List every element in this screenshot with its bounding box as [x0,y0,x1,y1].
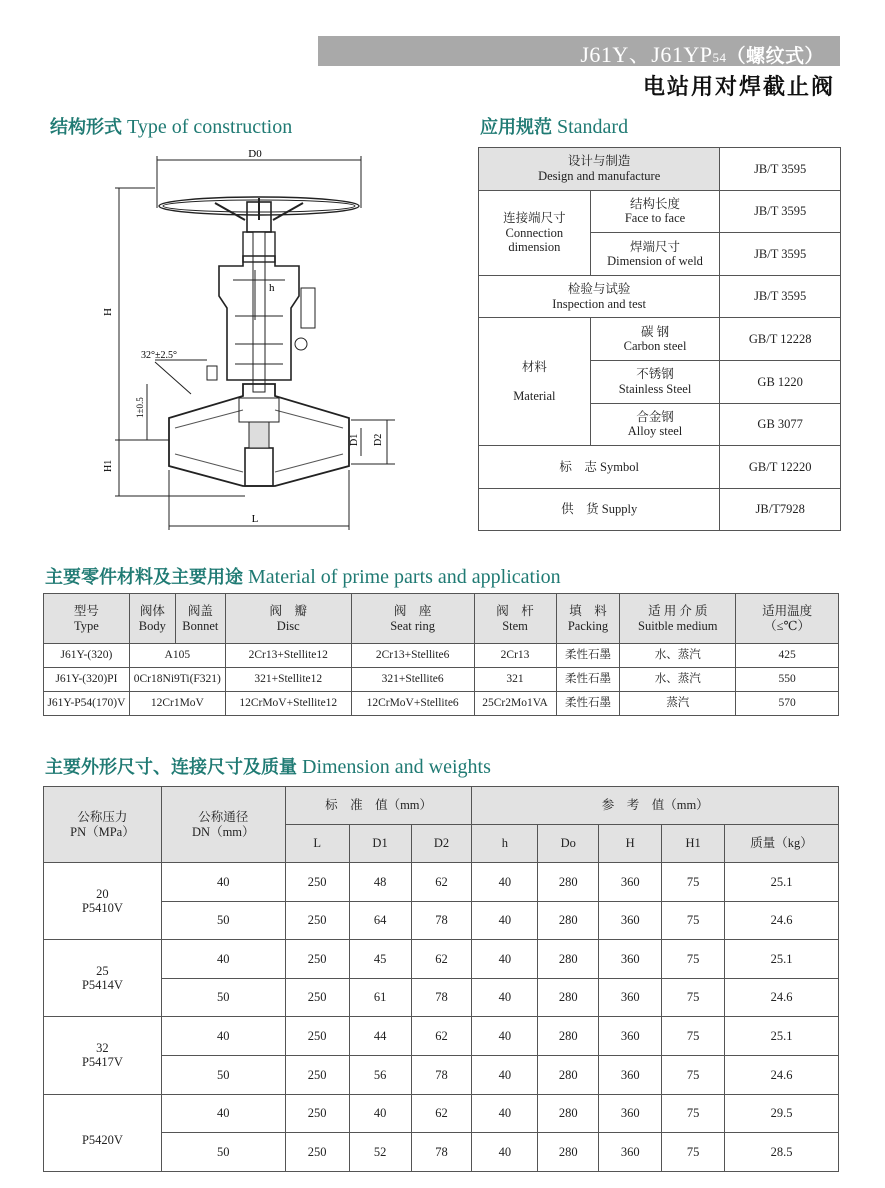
cell-do: 280 [538,1133,599,1172]
material-cell [479,318,591,446]
cell-do: 280 [538,1094,599,1133]
cell-h-big: 360 [599,940,662,979]
weld-zh: 焊端尺寸 [630,239,681,254]
model-main: J61Y、J61YP [580,42,713,67]
col-header-temp [736,594,839,644]
connection-en1: Connection [505,225,564,240]
header-en: Suitble medium [638,618,718,633]
col-header-d2: D2 [411,825,472,863]
cell-h1: 75 [662,1055,725,1094]
supply-cell: 供 货 Supply [479,488,720,531]
connection-zh: 连接端尺寸 [503,211,566,226]
cell-h1: 75 [662,1094,725,1133]
table-row [44,901,839,940]
cell-h-big: 360 [599,1094,662,1133]
material-title [45,563,561,589]
cell-disc: 2Cr13+Stellite12 [225,644,351,668]
cell-l: 250 [285,1094,349,1133]
header-en: Disc [276,618,300,633]
cell-pn [44,940,162,1017]
col-header-d1: D1 [349,825,411,863]
header-en: Packing [567,618,609,633]
grade-value: P5410V [81,901,123,916]
header-en: Type [74,618,99,633]
col-header-do: Do [538,825,599,863]
pn-value: 20 [96,886,109,901]
cell-l: 250 [285,863,349,902]
col-header-bonnet [175,594,225,644]
table-row [479,275,841,318]
cell-do: 280 [538,940,599,979]
cell-medium: 蒸汽 [620,692,736,716]
cell-h: 40 [472,863,538,902]
alloy-cell [590,403,720,446]
cell-d2: 78 [411,1055,472,1094]
table-row [44,940,839,979]
header-en: （≤℃） [764,618,810,633]
inspection-value: JB/T 3595 [720,275,841,318]
cell-h-big: 360 [599,901,662,940]
face-zh: 结构长度 [630,197,681,212]
cell-do: 280 [538,978,599,1017]
label-d0: D0 [248,148,262,160]
table-row [44,1094,839,1133]
cell-h-big: 360 [599,978,662,1017]
header-en: Stem [502,618,528,633]
cell-h1: 75 [662,1017,725,1056]
design-en: Design and manufacture [538,168,661,183]
connection-en2: dimension [508,239,561,254]
cell-d1: 64 [349,901,411,940]
cell-pn [44,863,162,940]
cell-l: 250 [285,940,349,979]
col-header-disc [225,594,351,644]
standard-table [478,147,841,531]
inspection-cell [479,275,720,318]
cell-dn: 40 [161,940,285,979]
cell-disc: 321+Stellite12 [225,668,351,692]
cell-l: 250 [285,978,349,1017]
dn-en: DN（mm） [192,824,255,839]
cell-type: J61Y-(320) [44,644,130,668]
dimension-title [45,753,491,779]
table-row [479,148,841,191]
cell-dn: 40 [161,1094,285,1133]
design-zh: 设计与制造 [567,154,631,169]
cell-type: J61Y-(320)PI [44,668,130,692]
ref-group-header: 参 考 值（mm） [472,787,839,825]
design-value: JB/T 3595 [720,148,841,191]
cell-dn: 40 [161,863,285,902]
table-row [44,692,839,716]
cell-do: 280 [538,1017,599,1056]
cell-h: 40 [472,1055,538,1094]
col-header-l: L [285,825,349,863]
grade-value: P5420V [81,1132,123,1147]
table-row [479,318,841,361]
table-row [44,668,839,692]
col-header-type [44,594,130,644]
pn-en: PN（MPa） [70,824,135,839]
inspection-zh: 检验与试验 [567,282,631,297]
cell-d2: 62 [411,940,472,979]
cell-stem: 321 [474,668,556,692]
pn-value: 25 [96,963,109,978]
header-zh: 型号 [73,604,99,619]
dimension-table [43,786,839,1172]
cell-h-big: 360 [599,1017,662,1056]
cell-h-big: 360 [599,1055,662,1094]
standard-title-en: Standard [557,116,629,138]
cell-medium: 水、蒸汽 [620,644,736,668]
construction-title-zh: 结构形式 [50,117,122,138]
cell-weight: 25.1 [725,1017,839,1056]
label-angle: 32°±2.5° [141,350,177,361]
table-row [44,863,839,902]
cell-dn: 50 [161,978,285,1017]
inspection-en: Inspection and test [552,296,647,311]
cell-l: 250 [285,1055,349,1094]
table-header-row [44,787,839,825]
col-header-body [129,594,175,644]
col-header-dn [161,787,285,863]
std-group-header: 标 准 值（mm） [285,787,472,825]
header-en: Body [138,618,166,633]
cell-stem: 25Cr2Mo1VA [474,692,556,716]
cell-h-big: 360 [599,863,662,902]
dimension-title-zh: 主要外形尺寸、连接尺寸及质量 [45,757,297,778]
table-header-row [44,594,839,644]
header-zh: 填 料 [569,604,607,619]
cell-d1: 45 [349,940,411,979]
header-zh: 适用温度 [762,604,813,619]
col-header-seat [351,594,474,644]
cell-do: 280 [538,1055,599,1094]
material-title-zh: 主要零件材料及主要用途 [45,567,243,588]
cell-weight: 24.6 [725,978,839,1017]
cell-l: 250 [285,1133,349,1172]
cell-d1: 48 [349,863,411,902]
cell-l: 250 [285,1017,349,1056]
dn-zh: 公称通径 [198,810,249,825]
face-value: JB/T 3595 [720,190,841,233]
stainless-cell [590,360,720,403]
cell-weight: 25.1 [725,940,839,979]
col-header-weight: 质量（kg） [725,825,839,863]
dimension-body [44,863,839,1172]
cell-h: 40 [472,1133,538,1172]
cell-temp: 550 [736,668,839,692]
cell-dn: 50 [161,1133,285,1172]
cell-d1: 44 [349,1017,411,1056]
alloy-en: Alloy steel [627,424,683,439]
cell-d2: 78 [411,1133,472,1172]
cell-h: 40 [472,1094,538,1133]
carbon-cell [590,318,720,361]
model-suffix: （螺纹式） [726,45,824,67]
material-table [43,593,839,716]
model-sub: 54 [712,50,727,65]
header-bar [318,36,840,66]
label-h-big: H [102,308,114,316]
carbon-value: GB/T 12228 [720,318,841,361]
cell-weight: 25.1 [725,863,839,902]
cell-pn [44,1017,162,1094]
cell-do: 280 [538,863,599,902]
stainless-en: Stainless Steel [618,381,692,396]
header-en: Bonnet [182,618,219,633]
header-en: Seat ring [390,618,436,633]
alloy-zh: 合金钢 [636,409,674,424]
cell-h1: 75 [662,978,725,1017]
model-title [580,38,824,69]
cell-body-bonnet: 12Cr1MoV [129,692,225,716]
cell-disc: 12CrMoV+Stellite12 [225,692,351,716]
supply-value: JB/T7928 [720,488,841,531]
material-title-en: Material of prime parts and application [248,566,561,588]
col-header-pn [44,787,162,863]
valve-construction-drawing [95,148,415,540]
cell-h: 40 [472,978,538,1017]
label-h1: H1 [103,459,114,472]
construction-title-en: Type of construction [127,116,293,138]
table-row [44,1133,839,1172]
cell-d1: 52 [349,1133,411,1172]
col-header-h-big: H [599,825,662,863]
col-header-h: h [472,825,538,863]
cell-packing: 柔性石墨 [556,668,620,692]
table-row [44,978,839,1017]
symbol-cell: 标 志 Symbol [479,446,720,489]
cell-seat: 2Cr13+Stellite6 [351,644,474,668]
cell-l: 250 [285,901,349,940]
cell-body-bonnet: A105 [129,644,225,668]
carbon-en: Carbon steel [623,339,687,354]
cell-h: 40 [472,940,538,979]
weld-cell [590,233,720,276]
cell-h: 40 [472,901,538,940]
symbol-value: GB/T 12220 [720,446,841,489]
cell-weight: 24.6 [725,1055,839,1094]
cell-h1: 75 [662,1133,725,1172]
construction-title [50,113,292,139]
face-en: Face to face [624,211,686,226]
col-header-h1: H1 [662,825,725,863]
col-header-packing [556,594,620,644]
cell-weight: 29.5 [725,1094,839,1133]
material-en: Material [513,388,556,403]
cell-h1: 75 [662,863,725,902]
header-zh: 阀体 [139,604,165,619]
product-subtitle: 电站用对焊截止阀 [642,75,835,100]
cell-weight: 24.6 [725,901,839,940]
header-zh: 阀 座 [393,604,432,619]
cell-dn: 40 [161,1017,285,1056]
table-row [44,1055,839,1094]
cell-h: 40 [472,1017,538,1056]
standard-title-zh: 应用规范 [480,117,552,138]
cell-d1: 61 [349,978,411,1017]
header-zh: 阀 杆 [496,604,534,619]
pn-value: 32 [96,1041,109,1056]
header-zh: 适 用 介 质 [648,604,708,619]
cell-stem: 2Cr13 [474,644,556,668]
pn-zh: 公称压力 [77,810,128,825]
cell-weight: 28.5 [725,1133,839,1172]
cell-do: 280 [538,901,599,940]
label-tol: 1±0.5 [135,397,145,418]
cell-d1: 40 [349,1094,411,1133]
table-row [44,644,839,668]
face-cell [590,190,720,233]
carbon-zh: 碳 钢 [640,324,670,339]
cell-pn [44,1094,162,1171]
grade-value: P5414V [81,978,123,993]
cell-d2: 62 [411,863,472,902]
cell-packing: 柔性石墨 [556,644,620,668]
connection-cell [479,190,591,275]
table-row [479,488,841,531]
dimension-title-en: Dimension and weights [302,756,491,778]
header-zh: 阀盖 [187,604,213,619]
cell-d2: 78 [411,901,472,940]
cell-dn: 50 [161,1055,285,1094]
cell-medium: 水、蒸汽 [620,668,736,692]
col-header-stem [474,594,556,644]
table-row [479,190,841,233]
label-d1: D1 [349,433,360,446]
material-zh: 材料 [521,360,547,375]
cell-d2: 62 [411,1094,472,1133]
header-zh: 阀 瓣 [269,604,308,619]
design-cell [479,148,720,191]
label-l: L [251,513,259,525]
weld-value: JB/T 3595 [720,233,841,276]
cell-seat: 12CrMoV+Stellite6 [351,692,474,716]
cell-h1: 75 [662,940,725,979]
cell-packing: 柔性石墨 [556,692,620,716]
cell-h1: 75 [662,901,725,940]
cell-dn: 50 [161,901,285,940]
label-h-small: h [269,282,275,294]
grade-value: P5417V [81,1055,123,1070]
cell-d1: 56 [349,1055,411,1094]
cell-body-bonnet: 0Cr18Ni9Ti(F321) [129,668,225,692]
table-row [479,446,841,489]
cell-temp: 570 [736,692,839,716]
stainless-zh: 不锈钢 [636,367,674,382]
cell-h-big: 360 [599,1133,662,1172]
cell-type: J61Y-P54(170)V [44,692,130,716]
cell-d2: 62 [411,1017,472,1056]
col-header-medium [620,594,736,644]
label-d2: D2 [373,433,384,446]
standard-title [480,113,628,139]
cell-temp: 425 [736,644,839,668]
alloy-value: GB 3077 [720,403,841,446]
table-row [44,1017,839,1056]
weld-en: Dimension of weld [607,253,703,268]
cell-d2: 78 [411,978,472,1017]
stainless-value: GB 1220 [720,360,841,403]
cell-seat: 321+Stellite6 [351,668,474,692]
